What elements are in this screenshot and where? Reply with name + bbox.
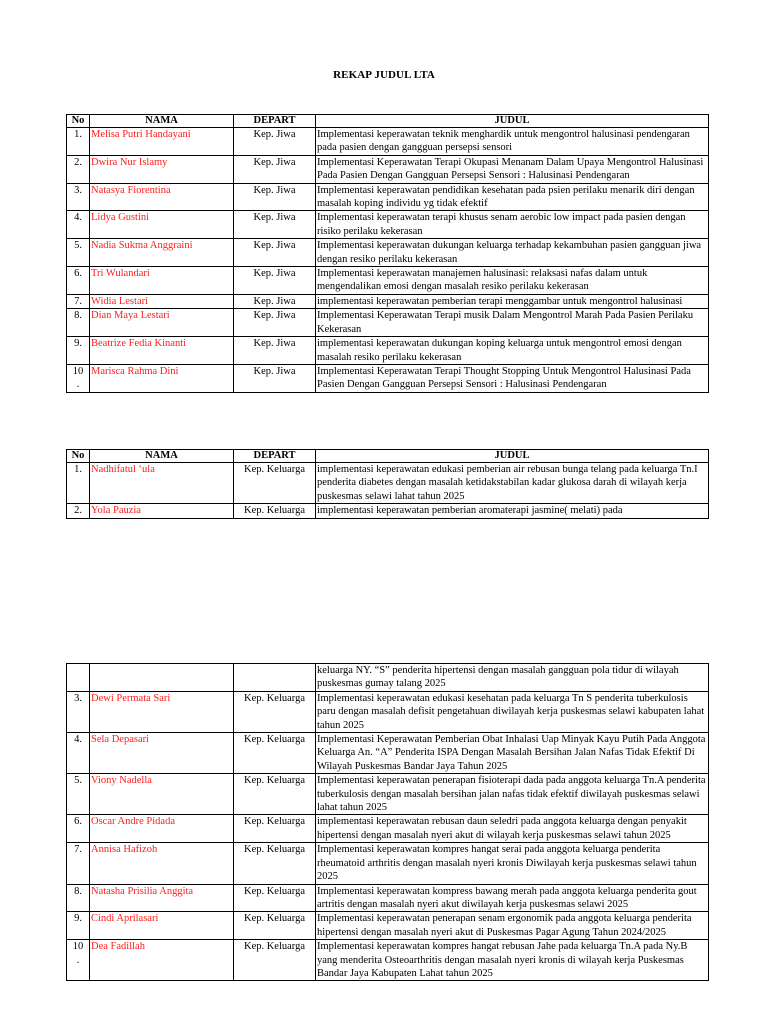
row-number: 2. [67,155,90,183]
row-number: 1. [67,128,90,156]
table-kep-keluarga-continued [66,663,709,981]
department: Kep. Jiwa [234,128,316,156]
row-number: 3. [67,691,90,732]
thesis-title [316,211,709,239]
table-row [67,294,709,308]
student-name: Cindi Aprilasari [90,912,234,940]
table-row [67,664,709,692]
thesis-title-text: Implementasi keperawatan kompres hangat rebusan Jahe pada keluarga Tn.A pada Ny.B yang menderita Osteoarthritis dengan masalah nyeri kronis di wilayah kerja Puskesmas Bandar Jaya Kabupaten Lahat tahun 2025 [317,941,688,979]
table-row [67,912,709,940]
row-number: 9. [67,337,90,365]
student-name: Dewi Permata Sari [90,691,234,732]
thesis-title [316,364,709,392]
student-name: Nadhifatul ‘ula [90,463,234,504]
thesis-title [316,239,709,267]
thesis-title-text: Implementasi Keperawatan Terapi musik Dalam Mengontrol Marah Pada Pasien Perilaku Kekerasan [317,310,694,335]
department: Kep. Keluarga [234,691,316,732]
row-number: 1. [67,463,90,504]
thesis-title-text: Implementasi Keperawatan Terapi Okupasi Menanam Dalam Upaya Mengontrol Halusinasi Pada Pasien Dengan Gangguan Persepsi Sensori : Halusinasi Pendengaran [317,156,704,182]
table-row [67,155,709,183]
table-row [67,884,709,912]
row-number [67,664,90,692]
department: Kep. Keluarga [234,912,316,940]
student-name: Natasha Prisilia Anggita [90,884,234,912]
department: Kep. Jiwa [234,239,316,267]
thesis-title [316,463,709,504]
thesis-title-text: Implementasi keperawatan manajemen halusinasi: relaksasi nafas dalam untuk mengendalikan emosi dengan masalah resiko perilaku kekerasan [317,268,648,293]
thesis-title-text: Implementasi keperawatan penerapan fisioterapi dada pada anggota keluarga Tn.A penderita tuberkulosis dengan masalah bersihan jalan nafas tidak efektif diwilayah puskesmas selawi lahat tahun 2025 [317,775,706,814]
student-name: Dian Maya Lestari [90,309,234,337]
table-kep-keluarga [66,449,709,519]
thesis-title-text: keluarga NY. “S” penderita hipertensi dengan masalah gangguan pola tidur di wilayah puskesmas gumay talang 2025 [317,665,679,690]
header-judul: JUDUL [316,450,709,463]
student-name: Lidya Gustini [90,211,234,239]
department: Kep. Keluarga [234,463,316,504]
header-depart: DEPART [234,450,316,463]
thesis-title [316,128,709,156]
student-name: Beatrize Fedia Kinanti [90,337,234,365]
row-number: 8. [67,884,90,912]
department: Kep. Keluarga [234,774,316,815]
header-nama: NAMA [90,115,234,128]
student-name: Annisa Hafizoh [90,843,234,884]
table-row [67,337,709,365]
table-row [67,774,709,815]
thesis-title [316,337,709,365]
student-name: Marisca Rahma Dini [90,364,234,392]
thesis-title-text: Implementasi Keperawatan Pemberian Obat Inhalasi Uap Minyak Kayu Putih Pada Anggota Keluarga An. “A” Penderita ISPA Dengan Masalah Bersihan Jalan Nafas Tidak Efektif Di Wilayah Puskesmas Bandar Jaya Tahun 2025 [317,734,706,772]
department: Kep. Jiwa [234,364,316,392]
row-number: 5. [67,239,90,267]
thesis-title-text: Implementasi keperawatan penerapan senam ergonomik pada anggota keluarga penderita hipertensi dengan masalah nyeri akut di Puskesmas Pagar Agung Tahun 2024/2025 [317,913,692,938]
header-judul: JUDUL [316,115,709,128]
row-number: 8. [67,309,90,337]
thesis-title [316,504,709,518]
table-row [67,733,709,774]
header-no: No [67,450,90,463]
student-name: Nadia Sukma Anggraini [90,239,234,267]
department: Kep. Jiwa [234,337,316,365]
row-number: 6. [67,815,90,843]
thesis-title [316,664,709,692]
table-row [67,940,709,981]
row-number: 7. [67,843,90,884]
department: Kep. Jiwa [234,183,316,211]
student-name: Widia Lestari [90,294,234,308]
department: Kep. Jiwa [234,267,316,295]
thesis-title [316,294,709,308]
table-row [67,239,709,267]
thesis-title [316,155,709,183]
row-number: 10 . [67,940,90,981]
table-row [67,463,709,504]
student-name: Yola Pauzia [90,504,234,518]
student-name: Dwira Nur Islamy [90,155,234,183]
thesis-title-text: Implementasi keperawatan teknik menghardik untuk mengontrol halusinasi pendengaran pada pasien dengan gangguan persepsi sensori [317,129,690,154]
thesis-title-text: Implementasi keperawatan edukasi kesehatan pada keluarga Tn S penderita tuberkulosis paru dengan masalah defisit pengetahuan diwilayah kerja puskesmas selawi kabupaten lahat tahun 2025 [317,692,705,731]
table-row [67,815,709,843]
table-row [67,364,709,392]
row-number: 10 . [67,364,90,392]
department [234,664,316,692]
thesis-title [316,774,709,815]
thesis-title [316,815,709,843]
department: Kep. Jiwa [234,309,316,337]
thesis-title-text: implementasi keperawatan pemberian aromaterapi jasmine( melati) pada [317,505,623,517]
thesis-title-text: Implementasi keperawatan pendidikan kesehatan pada psien perilaku menarik diri dengan masalah koping individu yg tidak efektif [317,184,695,210]
thesis-title [316,691,709,732]
thesis-title [316,884,709,912]
row-number: 2. [67,504,90,518]
thesis-title [316,843,709,884]
thesis-title-text: Implementasi keperawatan terapi khusus senam aerobic low impact pada pasien dengan risiko perilaku kekerasan [317,212,686,237]
row-number: 5. [67,774,90,815]
thesis-title-text: Implementasi keperawatan kompres hangat serai pada anggota keluarga penderita rheumatoid arthritis dengan masalah nyeri kronis Diwilayah kerja puskesmas selawi tahun 2025 [317,844,697,883]
department: Kep. Jiwa [234,211,316,239]
row-number: 4. [67,733,90,774]
student-name: Dea Fadillah [90,940,234,981]
thesis-title-text: Implementasi keperawatan kompress bawang merah pada anggota keluarga penderita gout artritis dengan masalah nyeri akut diwilayah kerja puskesmas selawi 2025 [317,885,697,910]
student-name: Oscar Andre Pidada [90,815,234,843]
table-row [67,183,709,211]
thesis-title [316,309,709,337]
thesis-title [316,912,709,940]
thesis-title-text: implementasi keperawatan rebusan daun seledri pada anggota keluarga dengan penyakit hipertensi dengan masalah nyeri akut di wilayah kerja puskesmas selawi tahun 2025 [317,816,687,841]
table-row [67,267,709,295]
thesis-title-text: implementasi keperawatan edukasi pemberian air rebusan bunga telang pada keluarga Tn.I penderita diabetes dengan masalah ketidakstabilan kadar glukosa darah di wilayah kerja puskesmas selawi lahat tahun 2025 [317,464,698,502]
thesis-title-text: Implementasi keperawatan dukungan keluarga terhadap kekambuhan pasien gangguan jiwa dengan resiko perilaku kekerasan [317,240,702,265]
thesis-title [316,940,709,981]
thesis-title-text: implementasi keperawatan dukungan koping keluarga untuk mengontrol emosi dengan masalah resiko perilaku kekerasan [317,338,682,363]
student-name: Sela Depasari [90,733,234,774]
table-row [67,504,709,518]
student-name: Tri Wulandari [90,267,234,295]
thesis-title-text: Implementasi Keperawatan Terapi Thought Stopping Untuk Mengontrol Halusinasi Pada Pasien Dengan Gangguan Persepsi Sensori : Halusinasi Pendengaran [317,365,691,391]
table-header-row [67,115,709,128]
thesis-title [316,267,709,295]
table-row [67,309,709,337]
table-row [67,128,709,156]
thesis-title-text: implementasi keperawatan pemberian terapi menggambar untuk mengontrol halusinasi [317,295,683,307]
thesis-title [316,183,709,211]
department: Kep. Jiwa [234,155,316,183]
row-number: 4. [67,211,90,239]
table-header-row [67,450,709,463]
row-number: 3. [67,183,90,211]
student-name: Melisa Putri Handayani [90,128,234,156]
student-name [90,664,234,692]
department: Kep. Keluarga [234,843,316,884]
thesis-title [316,733,709,774]
department: Kep. Keluarga [234,504,316,518]
department: Kep. Keluarga [234,940,316,981]
row-number: 7. [67,294,90,308]
department: Kep. Keluarga [234,733,316,774]
table-row [67,843,709,884]
table-row [67,211,709,239]
header-nama: NAMA [90,450,234,463]
row-number: 9. [67,912,90,940]
header-depart: DEPART [234,115,316,128]
department: Kep. Jiwa [234,294,316,308]
student-name: Viony Nadella [90,774,234,815]
table-row [67,691,709,732]
header-no: No [67,115,90,128]
document-title: REKAP JUDUL LTA [333,69,435,81]
student-name: Natasya Fiorentina [90,183,234,211]
department: Kep. Keluarga [234,884,316,912]
row-number: 6. [67,267,90,295]
table-kep-jiwa [66,114,709,393]
department: Kep. Keluarga [234,815,316,843]
